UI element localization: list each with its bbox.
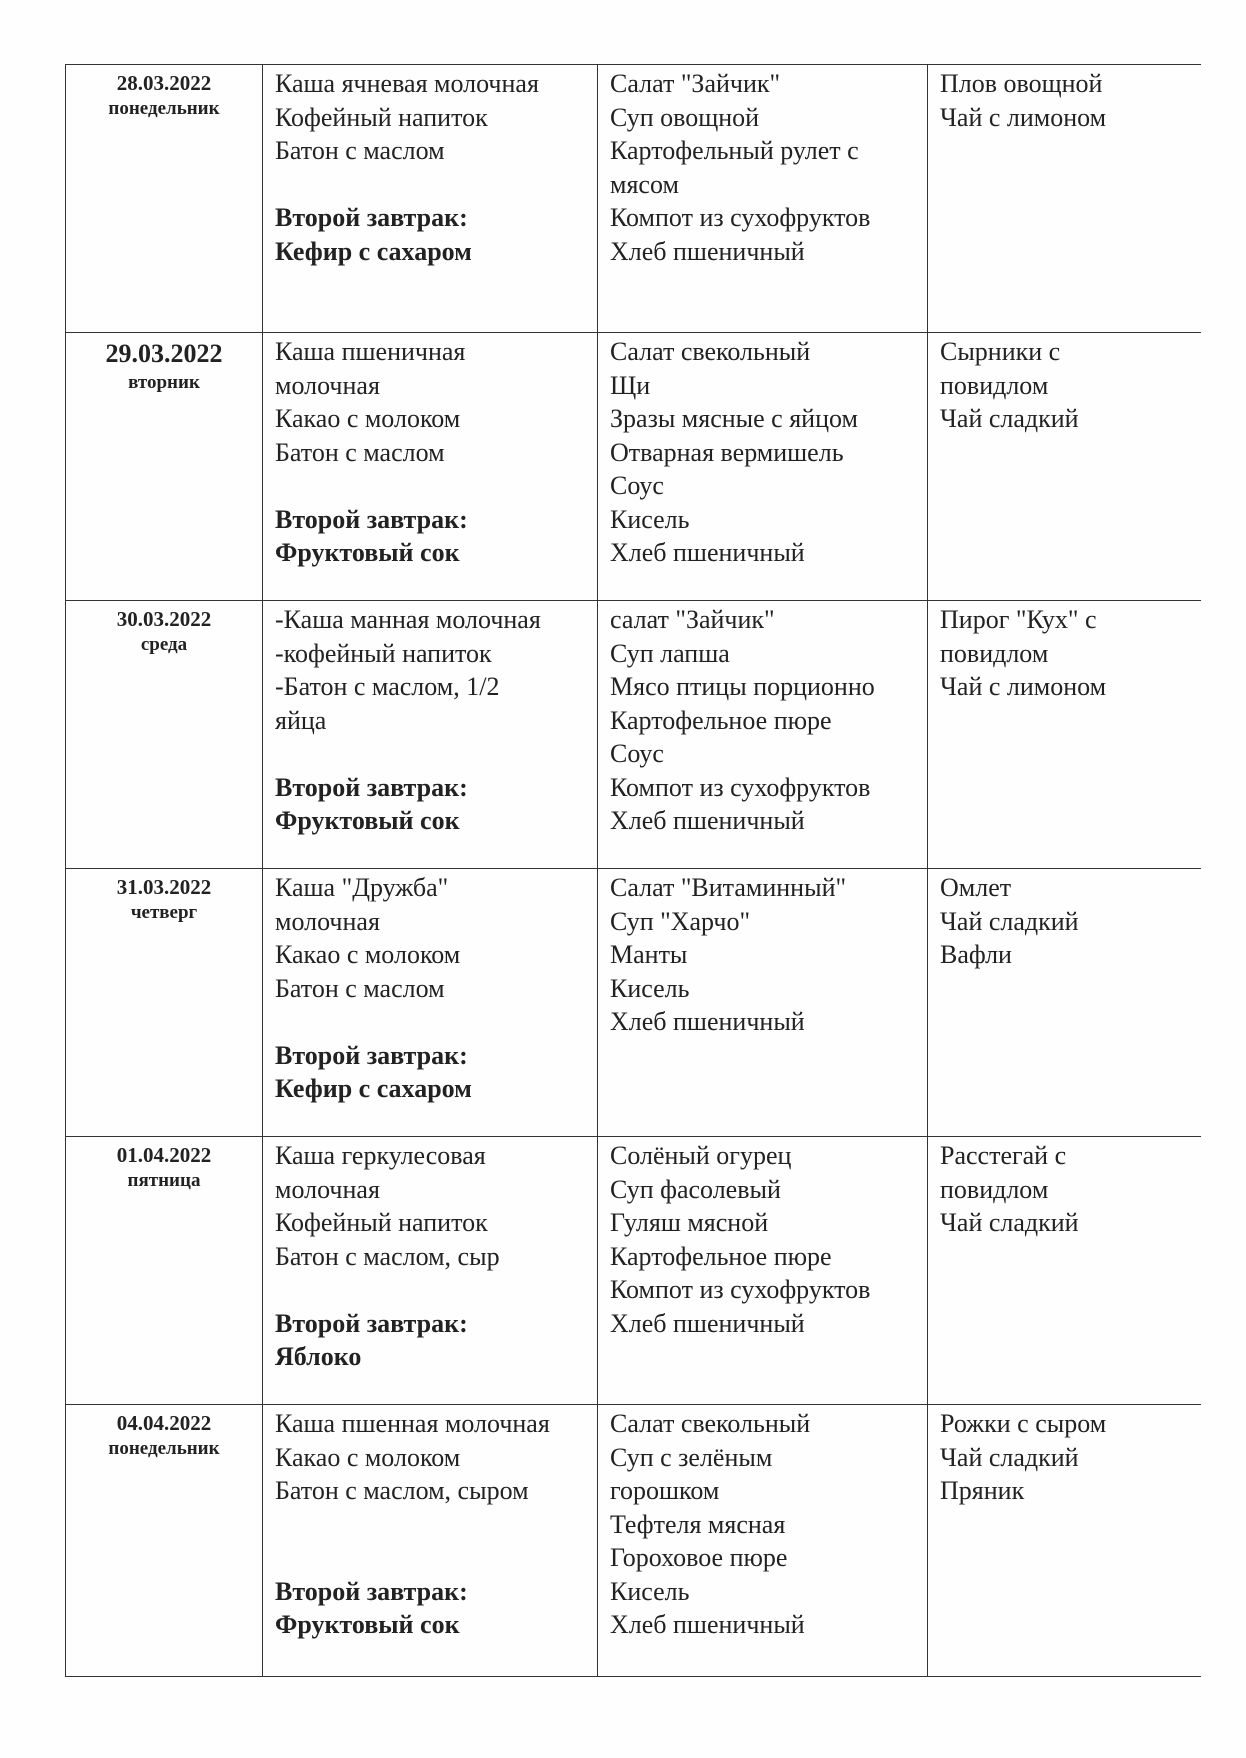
- table-row: [66, 601, 1201, 869]
- date: 30.03.2022: [116, 607, 212, 631]
- menu-item: Соус: [610, 739, 664, 768]
- menu-item: Батон с маслом: [275, 973, 445, 1003]
- date: 01.04.2022: [116, 1143, 212, 1167]
- menu-item: Компот из сухофруктов: [610, 203, 871, 232]
- snack-cell: [928, 869, 1201, 1137]
- menu-item: Салат свекольный: [610, 1409, 811, 1438]
- menu-item: Вафли: [940, 940, 1012, 969]
- lunch-cell: [598, 869, 928, 1137]
- lunch-cell: [598, 601, 928, 869]
- menu-table: [65, 64, 1201, 1677]
- menu-item: Салат "Зайчик": [610, 69, 781, 98]
- menu-item: Хлеб пшеничный: [610, 1308, 805, 1338]
- menu-item: Салат свекольный: [610, 337, 811, 366]
- second-breakfast-label: Второй завтрак:: [275, 1576, 468, 1606]
- menu-item: -Каша манная молочная: [275, 605, 541, 634]
- menu-item: Пирог "Кух" с: [940, 605, 1097, 634]
- breakfast-cell: [263, 65, 598, 333]
- menu-item: Каша ячневая молочная: [275, 69, 539, 98]
- menu-item: Каша "Дружба": [275, 873, 449, 902]
- menu-item: Солёный огурец: [610, 1141, 792, 1170]
- menu-item: Хлеб пшеничный: [610, 1610, 805, 1639]
- menu-item: Суп лапша: [610, 638, 730, 668]
- date-cell: [66, 1137, 263, 1405]
- date: 04.04.2022: [116, 1411, 212, 1435]
- menu-item: Мясо птицы порционно: [610, 672, 875, 701]
- menu-item: Расстегай с: [940, 1141, 1067, 1170]
- menu-item: Хлеб пшеничный: [610, 538, 805, 567]
- menu-item: Чай сладкий: [940, 906, 1079, 936]
- second-breakfast-label: Второй завтрак:: [275, 203, 468, 232]
- snack-cell: [928, 1137, 1201, 1405]
- date-cell: [66, 1405, 263, 1677]
- lunch-cell: [598, 1405, 928, 1677]
- weekday: понедельник: [108, 1438, 220, 1459]
- menu-item: Гуляш мясной: [610, 1208, 769, 1237]
- menu-item: Суп "Харчо": [610, 906, 751, 936]
- snack-cell: [928, 1405, 1201, 1677]
- menu-item: Батон с маслом: [275, 136, 445, 165]
- weekday: среда: [140, 634, 188, 655]
- breakfast-cell: [263, 333, 598, 601]
- second-breakfast-item: Фруктовый сок: [275, 806, 460, 835]
- menu-item: Картофельное пюре: [610, 705, 832, 735]
- breakfast-cell: [263, 1137, 598, 1405]
- date: 28.03.2022: [116, 71, 212, 95]
- menu-item: Суп овощной: [610, 102, 760, 132]
- menu-item: салат "Зайчик": [610, 605, 775, 634]
- weekday: вторник: [128, 372, 200, 393]
- lunch-cell: [598, 65, 928, 333]
- second-breakfast-label: Второй завтрак:: [275, 1040, 468, 1070]
- breakfast-cell: [263, 1405, 598, 1677]
- menu-item: Хлеб пшеничный: [610, 1007, 805, 1036]
- menu-item: Чай сладкий: [940, 1208, 1079, 1237]
- menu-item: Картофельное пюре: [610, 1241, 832, 1271]
- menu-item: повидлом: [940, 1174, 1049, 1204]
- weekday: четверг: [130, 902, 198, 923]
- menu-item: Кофейный напиток: [275, 102, 488, 132]
- lunch-cell: [598, 1137, 928, 1405]
- menu-item: -кофейный напиток: [275, 638, 492, 668]
- menu-item: -Батон с маслом, 1/2: [275, 672, 500, 701]
- second-breakfast-item: Кефир с сахаром: [275, 236, 472, 266]
- lunch-cell: [598, 333, 928, 601]
- snack-cell: [928, 65, 1201, 333]
- menu-item: повидлом: [940, 638, 1049, 668]
- table-row: [66, 1405, 1201, 1677]
- menu-item: Чай сладкий: [940, 1442, 1079, 1472]
- menu-item: Какао с молоком: [275, 404, 461, 433]
- menu-item: Гороховое пюре: [610, 1543, 788, 1572]
- breakfast-cell: [263, 601, 598, 869]
- menu-item: Каша пшенная молочная: [275, 1409, 550, 1438]
- table-row: [66, 1137, 1201, 1405]
- menu-item: Рожки с сыром: [940, 1409, 1107, 1438]
- menu-item: Манты: [610, 940, 688, 969]
- menu-item: Чай сладкий: [940, 404, 1079, 433]
- table-row: [66, 869, 1201, 1137]
- menu-item: Омлет: [940, 873, 1012, 902]
- weekday: понедельник: [108, 98, 220, 119]
- menu-item: Какао с молоком: [275, 1442, 461, 1472]
- menu-item: Щи: [610, 370, 651, 400]
- menu-item: Картофельный рулет с: [610, 136, 859, 165]
- menu-item: Суп фасолевый: [610, 1174, 781, 1204]
- menu-item: Хлеб пшеничный: [610, 236, 805, 266]
- table-row: [66, 333, 1201, 601]
- date: 31.03.2022: [116, 875, 212, 899]
- menu-item: повидлом: [940, 370, 1049, 400]
- menu-item: Пряник: [940, 1476, 1025, 1505]
- menu-item: Отварная вермишель: [610, 437, 844, 467]
- menu-item: Какао с молоком: [275, 940, 461, 969]
- snack-cell: [928, 333, 1201, 601]
- menu-item: Чай с лимоном: [940, 672, 1107, 701]
- table-row: [66, 65, 1201, 333]
- date-cell: [66, 333, 263, 601]
- date: 29.03.2022: [105, 339, 223, 368]
- second-breakfast-item: Фруктовый сок: [275, 1610, 460, 1639]
- menu-item: Кисель: [610, 504, 690, 534]
- menu-item: Компот из сухофруктов: [610, 1275, 871, 1304]
- menu-item: Салат "Витаминный": [610, 873, 847, 902]
- second-breakfast-item: Фруктовый сок: [275, 538, 460, 567]
- second-breakfast-label: Второй завтрак:: [275, 1308, 468, 1338]
- menu-item: Кофейный напиток: [275, 1208, 488, 1237]
- menu-item: Тефтеля мясная: [610, 1509, 786, 1539]
- menu-item: Батон с маслом, сыр: [275, 1241, 500, 1271]
- snack-cell: [928, 601, 1201, 869]
- menu-item: Сырники с: [940, 337, 1061, 366]
- menu-item: Батон с маслом: [275, 437, 445, 467]
- breakfast-cell: [263, 869, 598, 1137]
- menu-item: Каша геркулесовая: [275, 1141, 486, 1170]
- menu-item: горошком: [610, 1476, 720, 1505]
- menu-item: молочная: [275, 906, 380, 936]
- menu-item: Суп с зелёным: [610, 1442, 773, 1472]
- date-cell: [66, 869, 263, 1137]
- date-cell: [66, 601, 263, 869]
- second-breakfast-label: Второй завтрак:: [275, 772, 468, 802]
- menu-item: Плов овощной: [940, 69, 1103, 98]
- menu-item: Каша пшеничная: [275, 337, 466, 366]
- menu-item: Чай с лимоном: [940, 102, 1107, 132]
- second-breakfast-item: Яблоко: [275, 1342, 362, 1371]
- menu-item: Кисель: [610, 973, 690, 1003]
- menu-item: Компот из сухофруктов: [610, 772, 871, 802]
- weekday: пятница: [127, 1170, 201, 1191]
- menu-item: Хлеб пшеничный: [610, 806, 805, 835]
- second-breakfast-item: Кефир с сахаром: [275, 1074, 472, 1103]
- menu-item: Кисель: [610, 1576, 690, 1606]
- menu-item: Зразы мясные с яйцом: [610, 404, 858, 433]
- date-cell: [66, 65, 263, 333]
- menu-item: Соус: [610, 471, 664, 500]
- menu-item: Батон с маслом, сыром: [275, 1476, 529, 1505]
- second-breakfast-label: Второй завтрак:: [275, 504, 468, 534]
- menu-item: молочная: [275, 1174, 380, 1204]
- menu-item: яйца: [275, 705, 327, 735]
- menu-item: мясом: [610, 169, 679, 199]
- menu-item: молочная: [275, 370, 380, 400]
